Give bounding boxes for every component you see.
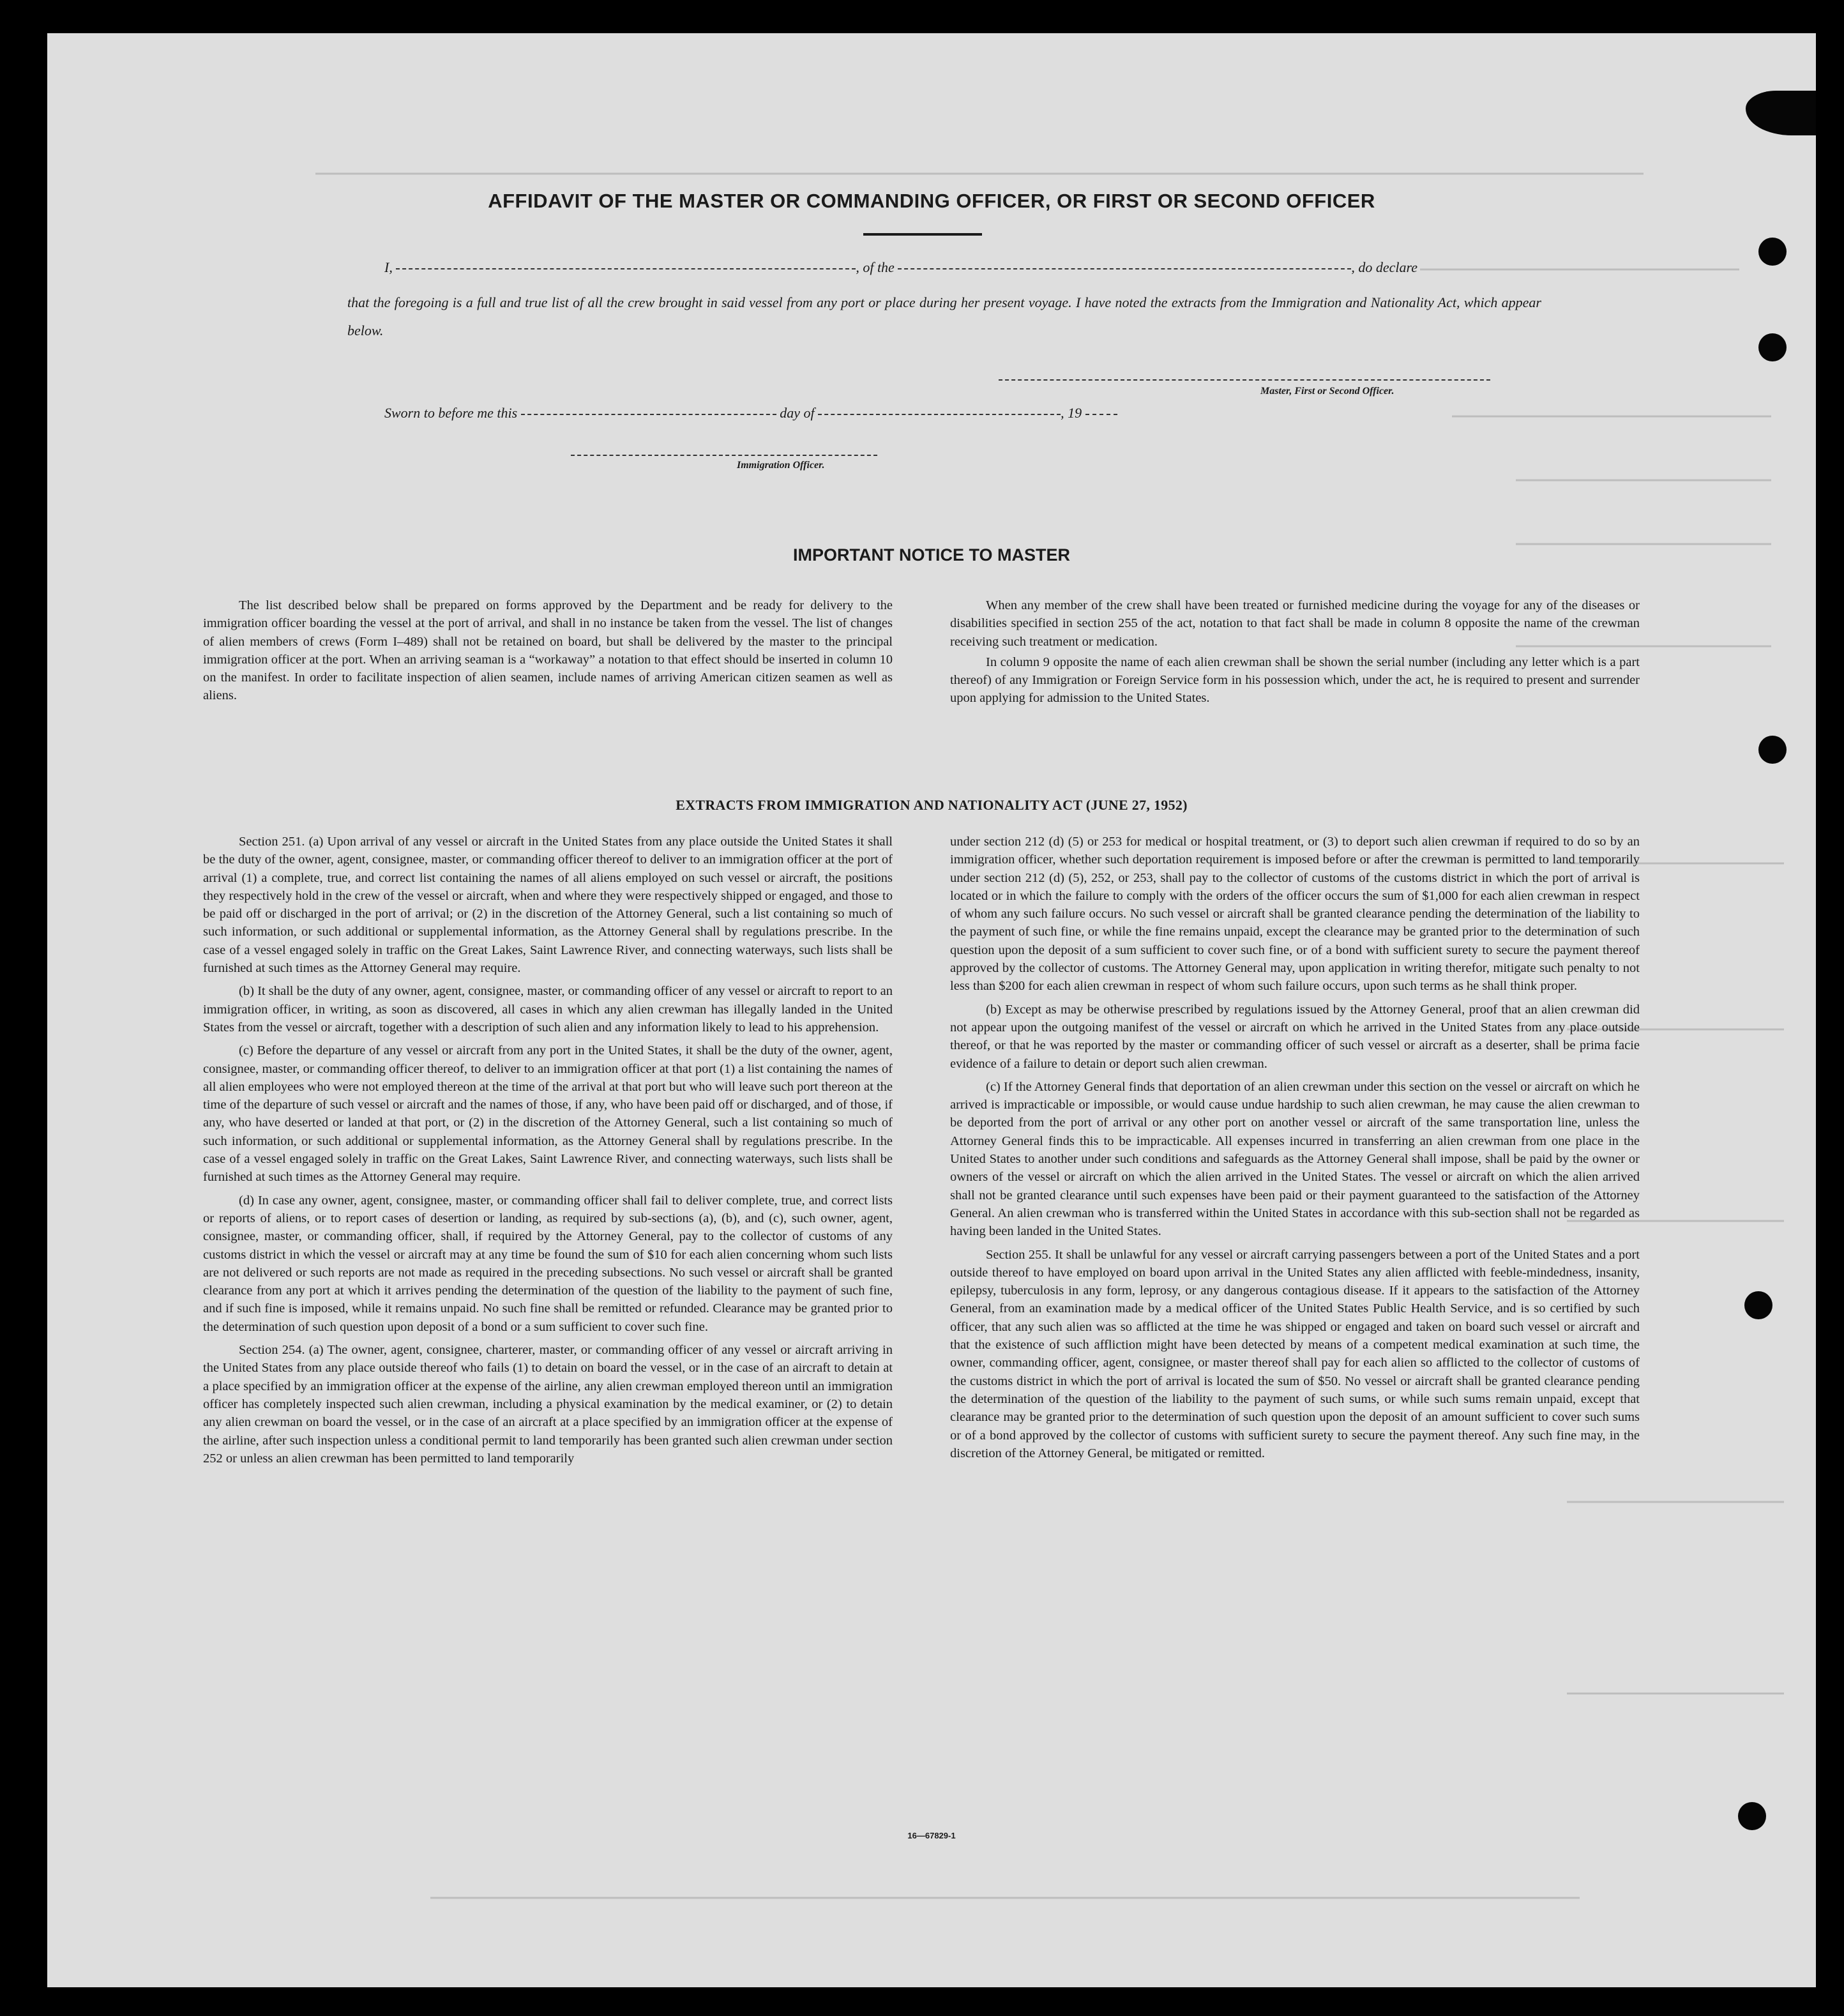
punch-hole [1758,238,1787,266]
punch-hole [1758,333,1787,361]
section-paragraph: (d) In case any owner, agent, consignee, master, or commanding officer shall fail to deliver complete, true, and correct lists or reports of aliens, or to report cases of desertion or landing, as required by sub-sections (a), (b), and (c), such owner, agent, consignee, master, or commanding officer, shall, if required by the Attorney General, pay to the collector of customs of any customs district in which the vessel or aircraft may at any time be found the sum of $10 for each alien concerning whom such lists are not delivered or such reports are not made as required in the preceding subsections. No such vessel or aircraft shall be granted clearance from any port at which it arrives pending the determination of the question of the liability to the payment of such fine, and if such fine is imposed, while it remains unpaid. No such fine shall be remitted or refunded. Clearance may be granted prior to the determination of such question upon deposit of a bond or a sum sufficient to cover such fine. [203,1193,893,1334]
sworn-month-field[interactable] [818,414,1061,415]
sworn-line [384,405,1117,421]
notice-paragraph: The list described below shall be prepared on forms approved by the Department and be ready for delivery to the immigration officer boarding the vessel at the port of arrival, and shall in no instance be taken from the vessel. The list of changes of alien members of crews (Form I–489) shall not be retained on board, but shall be delivered by the master to the principal immigration officer at the port. When an arriving seaman is a “workaway” a notation to that effect should be inserted in column 10 on the manifest. In order to facilitate inspection of alien seamen, include names of arriving American citizen seamen as well as aliens. [203,598,893,703]
form-number: 16—67829-1 [907,1831,956,1840]
extracts-right-column [950,833,1640,1462]
notice-title: IMPORTANT NOTICE TO MASTER [793,545,1070,565]
sworn-label: Sworn to before me this [384,405,518,421]
punch-hole [1758,736,1787,764]
vessel-label: , of the [856,259,895,275]
immigration-officer-label: Immigration Officer. [737,460,825,471]
torn-corner [1746,91,1816,135]
vessel-name-field[interactable] [898,268,1351,269]
year-label: , 19 [1061,405,1082,421]
section-paragraph: Section 254. (a) The owner, agent, consignee, charterer, master, or commanding officer of any vessel or aircraft arriving in the United States from any place outside thereof who fails (1) to detain on board the vessel, or in the case of an aircraft to detain at a place specified by an immigration officer at the expense of the airline, any alien crewman employed thereon until an immigration officer has completely inspected such alien crewman, including a physical examination by the medical examiner, or (2) to detain any alien crewman on board the vessel, or in the case of an aircraft at a place specified by an immigration officer at the expense of the airline, after such inspection unless a conditional permit to land temporarily has been granted such alien crewman under section 252 or unless an alien crewman has been permitted to land temporarily [203,1343,893,1466]
section-paragraph: (c) If the Attorney General finds that deportation of an alien crewman under this section on the vessel or aircraft on which he arrived is impracticable or impossible, or would cause undue hardship to such alien crewman, he may cause the alien crewman to be deported from the port of arrival or any other port on another vessel or aircraft of the same transportation line, unless the Attorney General finds this to be impracticable. All expenses incurred in transferring an alien crewman from one place in the United States to another under such conditions and safeguards as the Attorney General shall impose, shall be paid by the owner or owners of the vessel or aircraft on which the alien arrived in the United States. The vessel or aircraft on which the alien arrived shall not be granted clearance until such expenses have been paid or their payment guaranteed to the satisfaction of the Attorney General. An alien crewman who is transferred within the United States in accordance with this sub-section shall not be regarded as having been landed in the United States. [950,1079,1640,1239]
sworn-year-field[interactable] [1085,414,1117,415]
extracts-title: EXTRACTS FROM IMMIGRATION AND NATIONALITY ACT (JUNE 27, 1952) [676,797,1188,813]
affidavit-title: AFFIDAVIT OF THE MASTER OR COMMANDING OFFICER, OR FIRST OR SECOND OFFICER [488,190,1375,212]
section-paragraph: Section 251. (a) Upon arrival of any vessel or aircraft in the United States from any place outside the United States it shall be the duty of the owner, agent, consignee, master, or commanding officer thereof to deliver to an immigration officer at the port of arrival (1) a complete, true, and correct list containing the names of all aliens employed on such vessel or aircraft, the positions they respectively hold in the crew of the vessel or aircraft, when and where they were respectively shipped or engaged, and those to be paid off or discharged in the port of arrival; or (2) in the discretion of the Attorney General, such a list containing so much of such information, or such additional or supplemental information, as the Attorney General shall by regulations prescribe. In the case of a vessel engaged solely in traffic on the Great Lakes, Saint Lawrence River, and connecting waterways, such lists shall be furnished at such times as the Attorney General may require. [203,835,893,976]
declarant-name-field[interactable] [396,268,856,269]
section-paragraph: Section 255. It shall be unlawful for any vessel or aircraft carrying passengers between a port of the United States and a port outside thereof to have employed on board upon arrival in the United States any alien afflicted with feeble-mindedness, insanity, epilepsy, tuberculosis in any form, leprosy, or any dangerous contagious disease. If it appears to the satisfaction of the Attorney General, from an examination made by a medical officer of the United States Public Health Service, and is so certified by such officer, that any such alien was so afflicted at the time he was shipped or engaged and taken on board such vessel or aircraft and that the existence of such affliction might have been detected by means of a competent medical examination at such time, the owner, commanding officer, agent, consignee, or master thereof shall pay for each alien so afflicted to the collector of customs of the customs district in which the port of arrival is located the sum of $50. No vessel or aircraft shall be granted clearance pending the determination of the question of the liability to the payment of such sums, or while such sums remain unpaid, except that clearance may be granted prior to the determination of such question upon the deposit of an amount sufficient to cover such sums or of a bond approved by the collector of customs with sufficient surety to secure the payment thereof. Any such fine may, in the discretion of the Attorney General, be mitigated or remitted. [950,1247,1640,1460]
affidavit-line-1 [384,259,1417,276]
punch-hole [1738,1802,1766,1830]
notice-paragraph: When any member of the crew shall have been treated or furnished medicine during the voyage for any of the diseases or disabilities specified in section 255 of the act, notation to that fact shall be made in column 8 opposite the name of the crewman receiving such treatment or medication. [950,598,1640,649]
declarant-label: I, [384,259,393,275]
document-page [47,33,1816,1987]
declare-label: , do declare [1351,259,1417,275]
master-signature-line[interactable] [999,379,1490,381]
extracts-left-column [203,833,893,1467]
section-paragraph: (b) Except as may be otherwise prescribed by regulations issued by the Attorney General, proof that an alien crewman did not appear upon the outgoing manifest of the vessel or aircraft on which he arrived in the United States from any place outside thereof, or that he was reported by the master or commanding officer of such vessel or aircraft as a deserter, shall be prima facie evidence of a failure to detain or deport such alien crewman. [950,1002,1640,1071]
notice-paragraph: In column 9 opposite the name of each alien crewman shall be shown the serial number (including any letter which is a part thereof) of any Immigration or Foreign Service form in his possession which, under the act, he is required to present and surrender upon applying for admission to the United States. [950,655,1640,706]
section-paragraph: (b) It shall be the duty of any owner, agent, consignee, master, or commanding officer of any vessel or aircraft to report to an immigration officer, in writing, as soon as discovered, all cases in which any alien crewman has illegally landed in the United States from the vessel or aircraft, together with a description of such alien and any information likely to lead to his apprehension. [203,984,893,1035]
punch-hole [1744,1291,1772,1319]
section-paragraph: (c) Before the departure of any vessel or aircraft from any port in the United States, it shall be the duty of the owner, agent, consignee, master, or commanding officer thereof, to deliver to an immigration officer at that port (1) a list containing the names of all alien employees who were not employed thereon at the time of the arrival at that port but who will leave such port thereon at the time of the departure of such vessel or aircraft and the names of those, if any, who have been paid off or discharged, and of those, if any, who have deserted or landed at that port, or (2) in the discretion of the Attorney General, such a list containing so much of such information, or such additional or supplemental information, as the Attorney General shall by regulations prescribe. In the case of a vessel engaged solely in traffic on the Great Lakes, Saint Lawrence River, and connecting waterways, such lists shall be furnished at such times as the Attorney General may require. [203,1043,893,1185]
title-underline [863,233,982,236]
notice-left-column [203,596,893,705]
section-paragraph: under section 212 (d) (5) or 253 for medical or hospital treatment, or (3) to deport such alien crewman if required to do so by an immigration officer, whether such deportation requirement is imposed before or after the crewman is permitted to land temporarily under section 212 (d) (5), 252, or 253, shall pay to the collector of customs of the customs district in which the port of arrival is located or in which the failure to comply with the orders of the officer occurs the sum of $1,000 for each alien crewman in respect of whom any such failure occurs. No such vessel or aircraft shall be granted clearance pending the determination of the liability to the payment of such fine, or while the fine remains unpaid, except the clearance may be granted prior to the determination of such question upon the deposit of a sum sufficient to cover such fine, or of a bond with sufficient surety to secure the payment thereof approved by the collector of customs. The Attorney General may, upon application in writing therefor, mitigate such penalty to not less than $200 for each alien crewman in respect of whom such failure occurs, upon such terms as he shall think proper. [950,835,1640,994]
affidavit-statement: that the foregoing is a full and true list of all the crew brought in said vessel from any port or place during her present voyage. I have noted the extracts from the Immigration and Nationality Act, which appear below. [347,294,1541,338]
master-signature-label: Master, First or Second Officer. [1260,386,1394,397]
notice-right-column [950,596,1640,708]
immigration-officer-signature-line[interactable] [571,455,877,456]
sworn-day-field[interactable] [521,414,776,415]
day-of-label: day of [780,405,815,421]
